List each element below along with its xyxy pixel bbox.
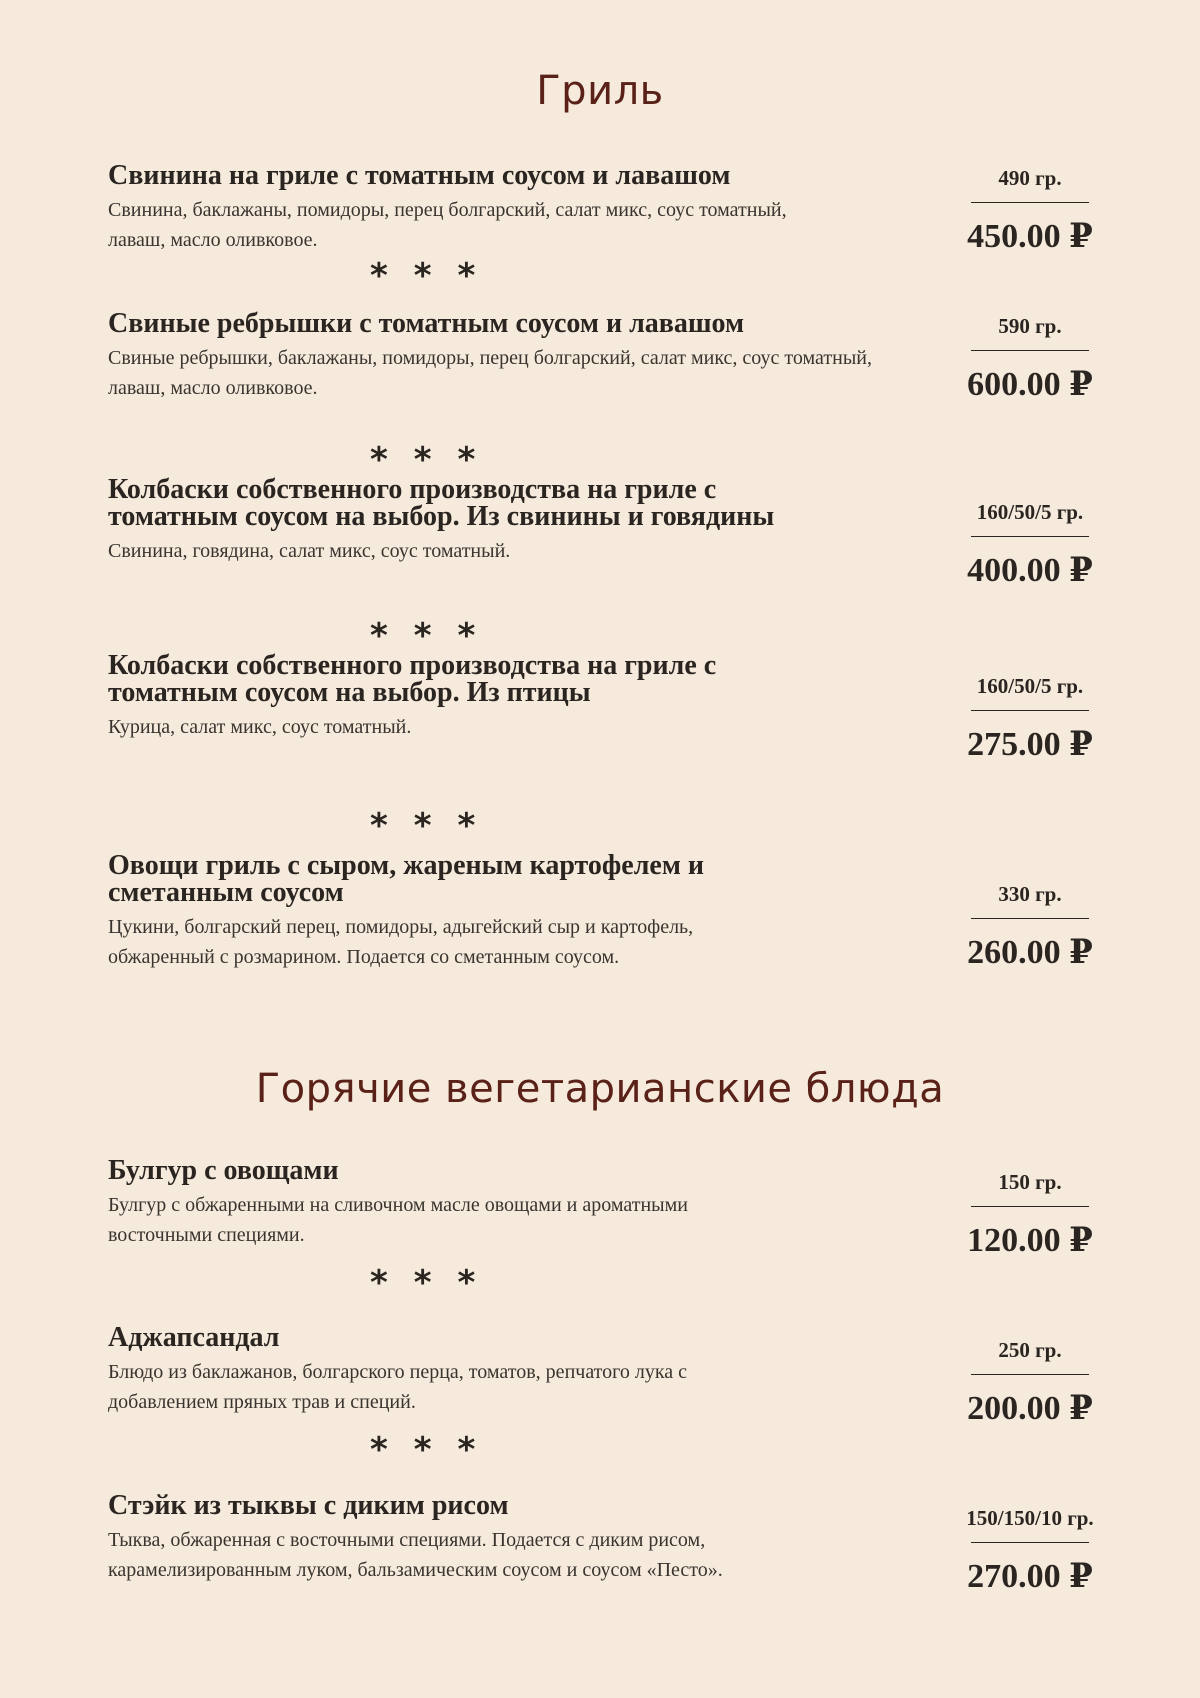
item-description: Курица, салат микс, соус томатный. xyxy=(108,716,412,738)
item-description: Цукини, болгарский перец, помидоры, адыгейский сыр и картофель, обжаренный с розмарином. Подается со сметанным соусом. xyxy=(108,916,694,968)
item-weight: 590 гр. xyxy=(998,314,1062,338)
menu-item xyxy=(108,1324,788,1417)
item-description: Булгур с обжаренными на сливочном масле овощами и ароматными восточными специями. xyxy=(108,1194,688,1246)
item-weight: 250 гр. xyxy=(998,1338,1062,1362)
price-block xyxy=(940,496,1120,591)
menu-item xyxy=(108,1157,788,1250)
item-weight: 160/50/5 гр. xyxy=(976,500,1084,524)
item-description: Свинина, баклажаны, помидоры, перец болгарский, салат микс, соус томатный, лаваш, масло оливковое. xyxy=(108,199,787,251)
menu-item xyxy=(108,476,848,566)
separator-stars: *** xyxy=(370,1430,502,1470)
item-price: 450.00 ₽ xyxy=(967,218,1093,255)
price-block xyxy=(940,878,1120,973)
item-description: Свиные ребрышки, баклажаны, помидоры, перец болгарский, салат микс, соус томатный, лаваш, масло оливковое. xyxy=(108,347,872,399)
section-title-grill: Гриль xyxy=(536,68,664,114)
menu-item xyxy=(108,852,788,972)
price-divider xyxy=(971,202,1089,203)
item-weight: 160/50/5 гр. xyxy=(976,674,1084,698)
separator-stars: *** xyxy=(370,616,502,656)
menu-item xyxy=(108,162,788,255)
item-name: Стэйк из тыквы с диким рисом xyxy=(108,1490,509,1521)
item-price: 260.00 ₽ xyxy=(967,934,1093,971)
item-name: Аджапсандал xyxy=(108,1322,280,1353)
price-divider xyxy=(971,536,1089,537)
separator-stars: *** xyxy=(370,256,502,296)
section-title-vegetarian: Горячие вегетарианские блюда xyxy=(255,1066,945,1112)
item-name: Свинина на гриле с томатным соусом и лавашом xyxy=(108,160,731,191)
item-name: Колбаски собственного производства на гриле с томатным соусом на выбор. Из птицы xyxy=(108,650,717,708)
price-divider xyxy=(971,710,1089,711)
item-weight: 490 гр. xyxy=(998,166,1062,190)
item-price: 270.00 ₽ xyxy=(967,1558,1093,1595)
price-divider xyxy=(971,1374,1089,1375)
item-description: Тыква, обжаренная с восточными специями. Подается с диким рисом, карамелизированным луком, бальзамическим соусом и соусом «Песто». xyxy=(108,1529,723,1581)
separator-stars: *** xyxy=(370,806,502,846)
separator-stars: *** xyxy=(370,440,502,480)
price-block xyxy=(940,162,1120,257)
menu-item xyxy=(108,652,788,742)
price-block xyxy=(940,310,1120,405)
item-weight: 150 гр. xyxy=(998,1170,1062,1194)
separator-stars: *** xyxy=(370,1263,502,1303)
item-price: 120.00 ₽ xyxy=(967,1222,1093,1259)
item-price: 200.00 ₽ xyxy=(967,1390,1093,1427)
item-weight: 330 гр. xyxy=(998,882,1062,906)
price-block xyxy=(940,1334,1120,1429)
item-weight: 150/150/10 гр. xyxy=(966,1506,1094,1530)
item-description: Свинина, говядина, салат микс, соус томатный. xyxy=(108,540,511,562)
item-price: 275.00 ₽ xyxy=(967,726,1093,763)
price-block xyxy=(940,1166,1120,1261)
item-price: 600.00 ₽ xyxy=(967,366,1093,403)
item-name: Овощи гриль с сыром, жареным картофелем и сметанным соусом xyxy=(108,850,705,908)
item-name: Свиные ребрышки с томатным соусом и лавашом xyxy=(108,308,745,339)
price-divider xyxy=(971,1542,1089,1543)
menu-item xyxy=(108,1492,828,1585)
item-name: Булгур с овощами xyxy=(108,1155,339,1186)
price-divider xyxy=(971,918,1089,919)
menu-item xyxy=(108,310,888,403)
item-description: Блюдо из баклажанов, болгарского перца, томатов, репчатого лука с добавлением пряных трав и специй. xyxy=(108,1361,688,1413)
item-name: Колбаски собственного производства на гриле с томатным соусом на выбор. Из свинины и говядины xyxy=(108,474,775,532)
item-price: 400.00 ₽ xyxy=(967,552,1093,589)
price-divider xyxy=(971,1206,1089,1207)
price-block xyxy=(940,670,1120,765)
price-block xyxy=(940,1502,1120,1597)
price-divider xyxy=(971,350,1089,351)
